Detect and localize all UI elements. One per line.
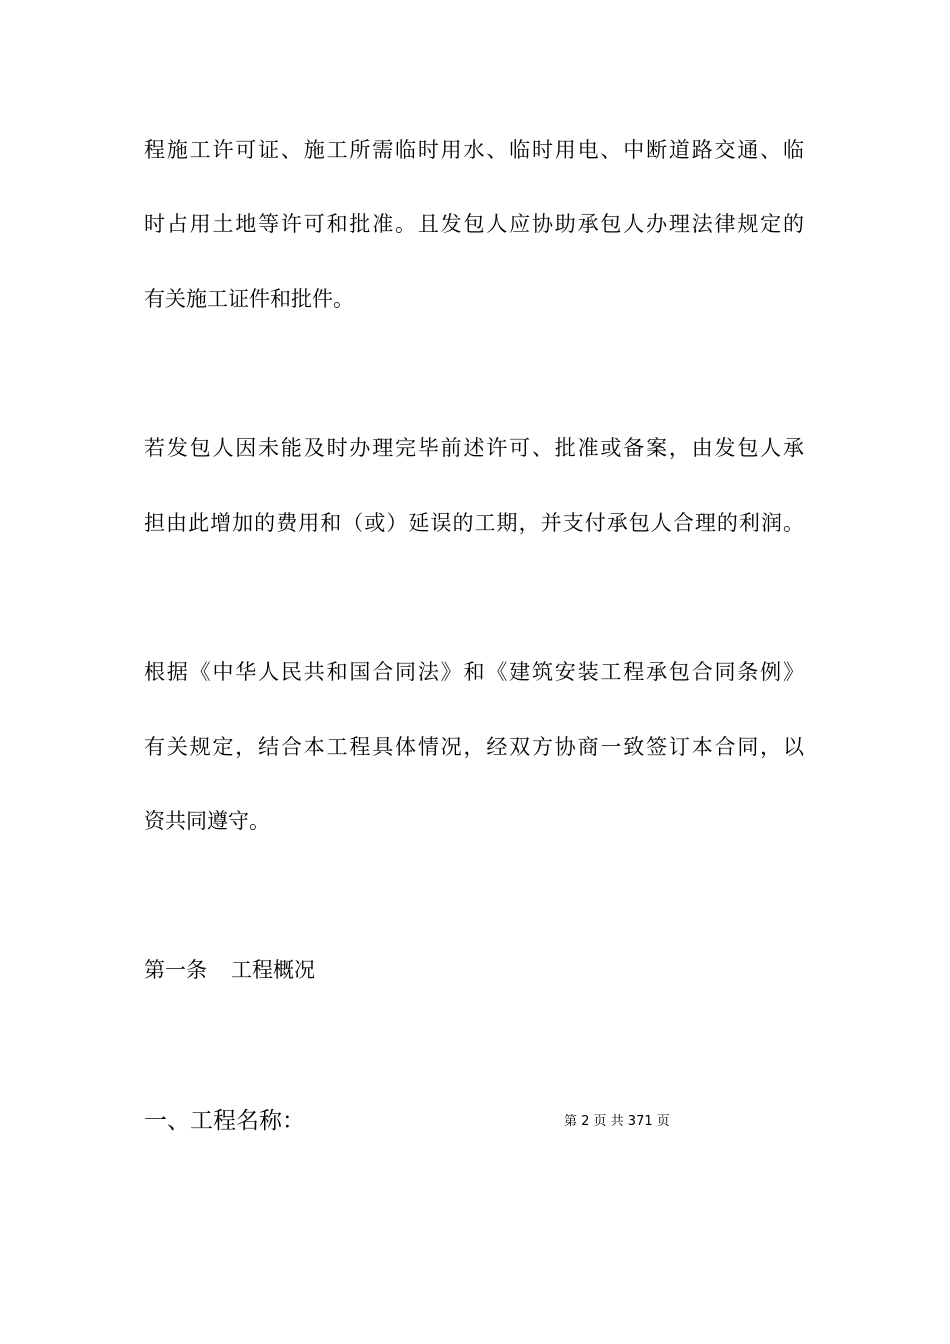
paragraph-1-line-1: 程施工许可证、施工所需临时用水、临时用电、中断道路交通、临 (144, 138, 804, 162)
page-number: 第 2 页 共 371 页 (564, 1114, 670, 1129)
paragraph-2-line-2: 担由此增加的费用和（或）延误的工期，并支付承包人合理的利润。 (144, 511, 804, 535)
article-number: 第一条 (144, 958, 207, 982)
article-heading (144, 956, 315, 984)
paragraph-2-line-1: 若发包人因未能及时办理完毕前述许可、批准或备案，由发包人承 (144, 436, 804, 460)
article-title: 工程概况 (231, 958, 315, 982)
paragraph-3-line-1: 根据《中华人民共和国合同法》和《建筑安装工程承包合同条例》 (144, 660, 804, 684)
paragraph-3-line-2: 有关规定，结合本工程具体情况，经双方协商一致签订本合同，以 (144, 735, 804, 759)
paragraph-3-line-3: 资共同遵守。 (144, 809, 270, 833)
paragraph-1-line-3: 有关施工证件和批件。 (144, 287, 354, 311)
paragraph-1-line-2: 时占用土地等许可和批准。且发包人应协助承包人办理法律规定的 (144, 212, 804, 236)
project-name-heading: 一、工程名称： (144, 1108, 305, 1134)
